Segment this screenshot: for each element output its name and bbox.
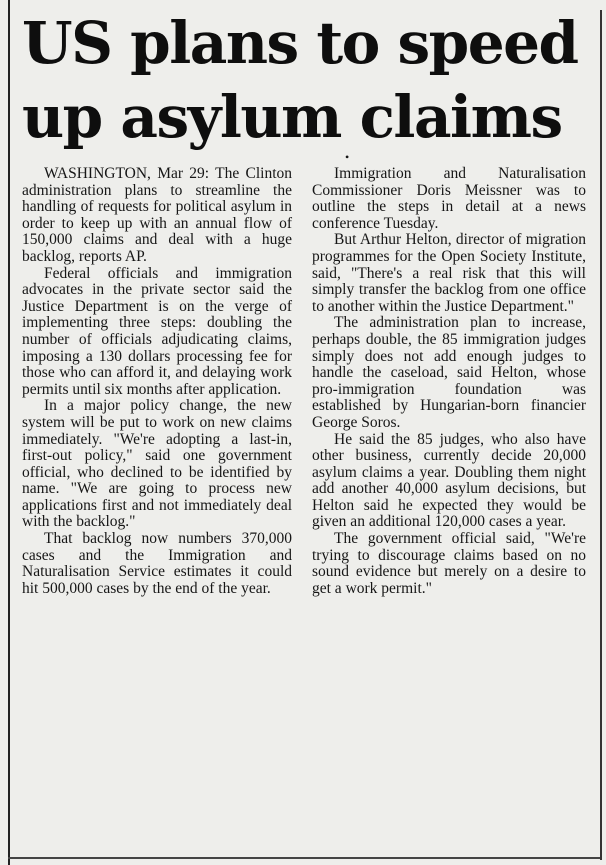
right-border-rule: [600, 10, 602, 860]
paragraph: Federal officials and immigration advocates in the private sector said the Justice Department is on the verge of implementing three steps: doubling the number of officials adjudicating claims, imposing a 130 dollars processing fee for those who can afford it, and delaying work permits until six months after application.: [22, 264, 292, 398]
left-border-rule: [8, 0, 10, 865]
article-column-left: [22, 166, 292, 597]
paragraph: He said the 85 judges, who also have other business, currently decide 20,000 asylum claims a year. Doubling them night add another 40,000 asylum decisions, but Helton said he expected they would be given an additional 120,000 cases a year.: [312, 430, 586, 531]
headline-line-1: US plans to speed: [22, 9, 578, 77]
paragraph: Immigration and Naturalisation Commissioner Doris Meissner was to outline the steps in detail at a news conference Tuesday.: [312, 165, 586, 232]
article-column-right: [312, 166, 586, 597]
paragraph: But Arthur Helton, director of migration programmes for the Open Society Institute, said, "There's a real risk that this will simply transfer the backlog from one office to another within the Justice Department.": [312, 231, 586, 315]
paragraph: The administration plan to increase, perhaps double, the 85 immigration judges simply does not add enough judges to handle the caseload, said Helton, whose pro-immigration foundation was established by Hungarian-born financier George Soros.: [312, 314, 586, 431]
bottom-border-rule: [8, 857, 600, 859]
column-bullet: •: [345, 150, 350, 164]
headline-line-2: up asylum claims: [22, 83, 562, 151]
paragraph: In a major policy change, the new system will be put to work on new claims immediately. "We're adopting a last-in, first-out policy," said one government official, who declined to be identified by name. "We are going to process new applications first and not immediately deal with the backlog.": [22, 397, 292, 531]
paragraph: That backlog now numbers 370,000 cases and the Immigration and Naturalisation Service estimates it could hit 500,000 cases by the end of the year.: [22, 530, 292, 597]
paragraph: WASHINGTON, Mar 29: The Clinton administration plans to streamline the handling of requests for political asylum in order to keep up with an annual flow of 150,000 claims and deal with a huge backlog, reports AP.: [22, 165, 292, 265]
paragraph: The government official said, "We're trying to discourage claims based on no sound evidence but merely on a desire to get a work permit.": [312, 530, 586, 597]
headline: [22, 6, 594, 154]
